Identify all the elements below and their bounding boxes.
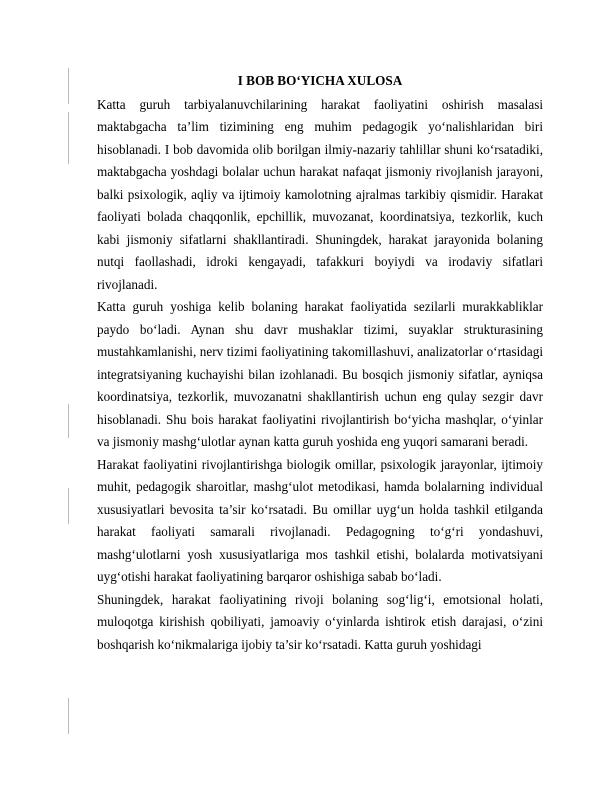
paragraph: Katta guruh tarbiyalanuvchilarining harakat faoliyatini oshirish masalasi maktabgacha ta’lim tizimining eng muhim pedagogik yo‘nalishlaridan biri hisoblanadi. I bob davomida olib borilgan ilmiy-nazariy tahlillar shuni ko‘rsatadiki, maktabgacha yoshdagi bolalar uchun harakat nafaqat jismoniy rivojlanish jarayoni, balki psixologik, aqliy va ijtimoiy kamolotning ajralmas tarkibiy qismidir. Harakat faoliyati bolada chaqqonlik, epchillik, muvozanat, koordinatsiya, tezkorlik, kuch kabi jismoniy sifatlarni shakllantiradi. Shuningdek, harakat jarayonida bolaning nutqi faollashadi, idroki kengayadi, tafakkuri boyiydi va irodaviy sifatlari rivojlanadi. [97,96,543,292]
margin-mark [68,488,69,524]
margin-mark [68,698,69,734]
paragraph: Shuningdek, harakat faoliyatining rivoji bolaning sog‘lig‘i, emotsional holati, muloqotga kirishish qobiliyati, jamoaviy o‘yinlarda ishtirok etish darajasi, o‘zini boshqarish ko‘nikmalariga ijobiy ta’sir ko‘rsatadi. Katta guruh yoshidagi [97,591,543,652]
paragraph: Katta guruh yoshiga kelib bolaning harakat faoliyatida sezilarli murakkabliklar paydo bo‘ladi. Aynan shu davr mushaklar tizimi, suyaklar strukturasining mustahkamlanishi, nerv tizimi faoliyatining takomillashuvi, analizatorlar o‘rtasidagi integratsiyaning kuchayishi bilan izohlanadi. Bu bosqich jismoniy sifatlar, ayniqsa koordinatsiya, tezkorlik, muvozanatni shakllantirish uchun eng qulay sezgir davr hisoblanadi. Shu bois harakat faoliyatini rivojlantirish bo‘yicha mashqlar, o‘yinlar va jismoniy mashg‘ulotlar aynan katta guruh yoshida eng yuqori samarani beradi. [97,299,543,449]
margin-mark [68,68,69,104]
section-title: I BOB BO‘YICHA XULOSA [237,73,403,88]
document-body [97,70,543,656]
margin-mark [68,404,69,438]
paragraph: Harakat faoliyatini rivojlantirishga biologik omillar, psixologik jarayonlar, ijtimoiy muhit, pedagogik sharoitlar, mashg‘ulot metodikasi, hamda bolalarning individual xususiyatlari bevosita ta’sir ko‘rsatadi. Bu omillar uyg‘un holda tashkil etilganda harakat faoliyati samarali rivojlanadi. Pedagogning to‘g‘ri yondashuvi, mashg‘ulotlarni yosh xususiyatlariga mos tashkil etishi, bolalarda motivatsiyani uyg‘otishi harakat faoliyatining barqaror oshishiga sabab bo‘ladi. [97,456,543,584]
margin-mark [68,112,69,164]
